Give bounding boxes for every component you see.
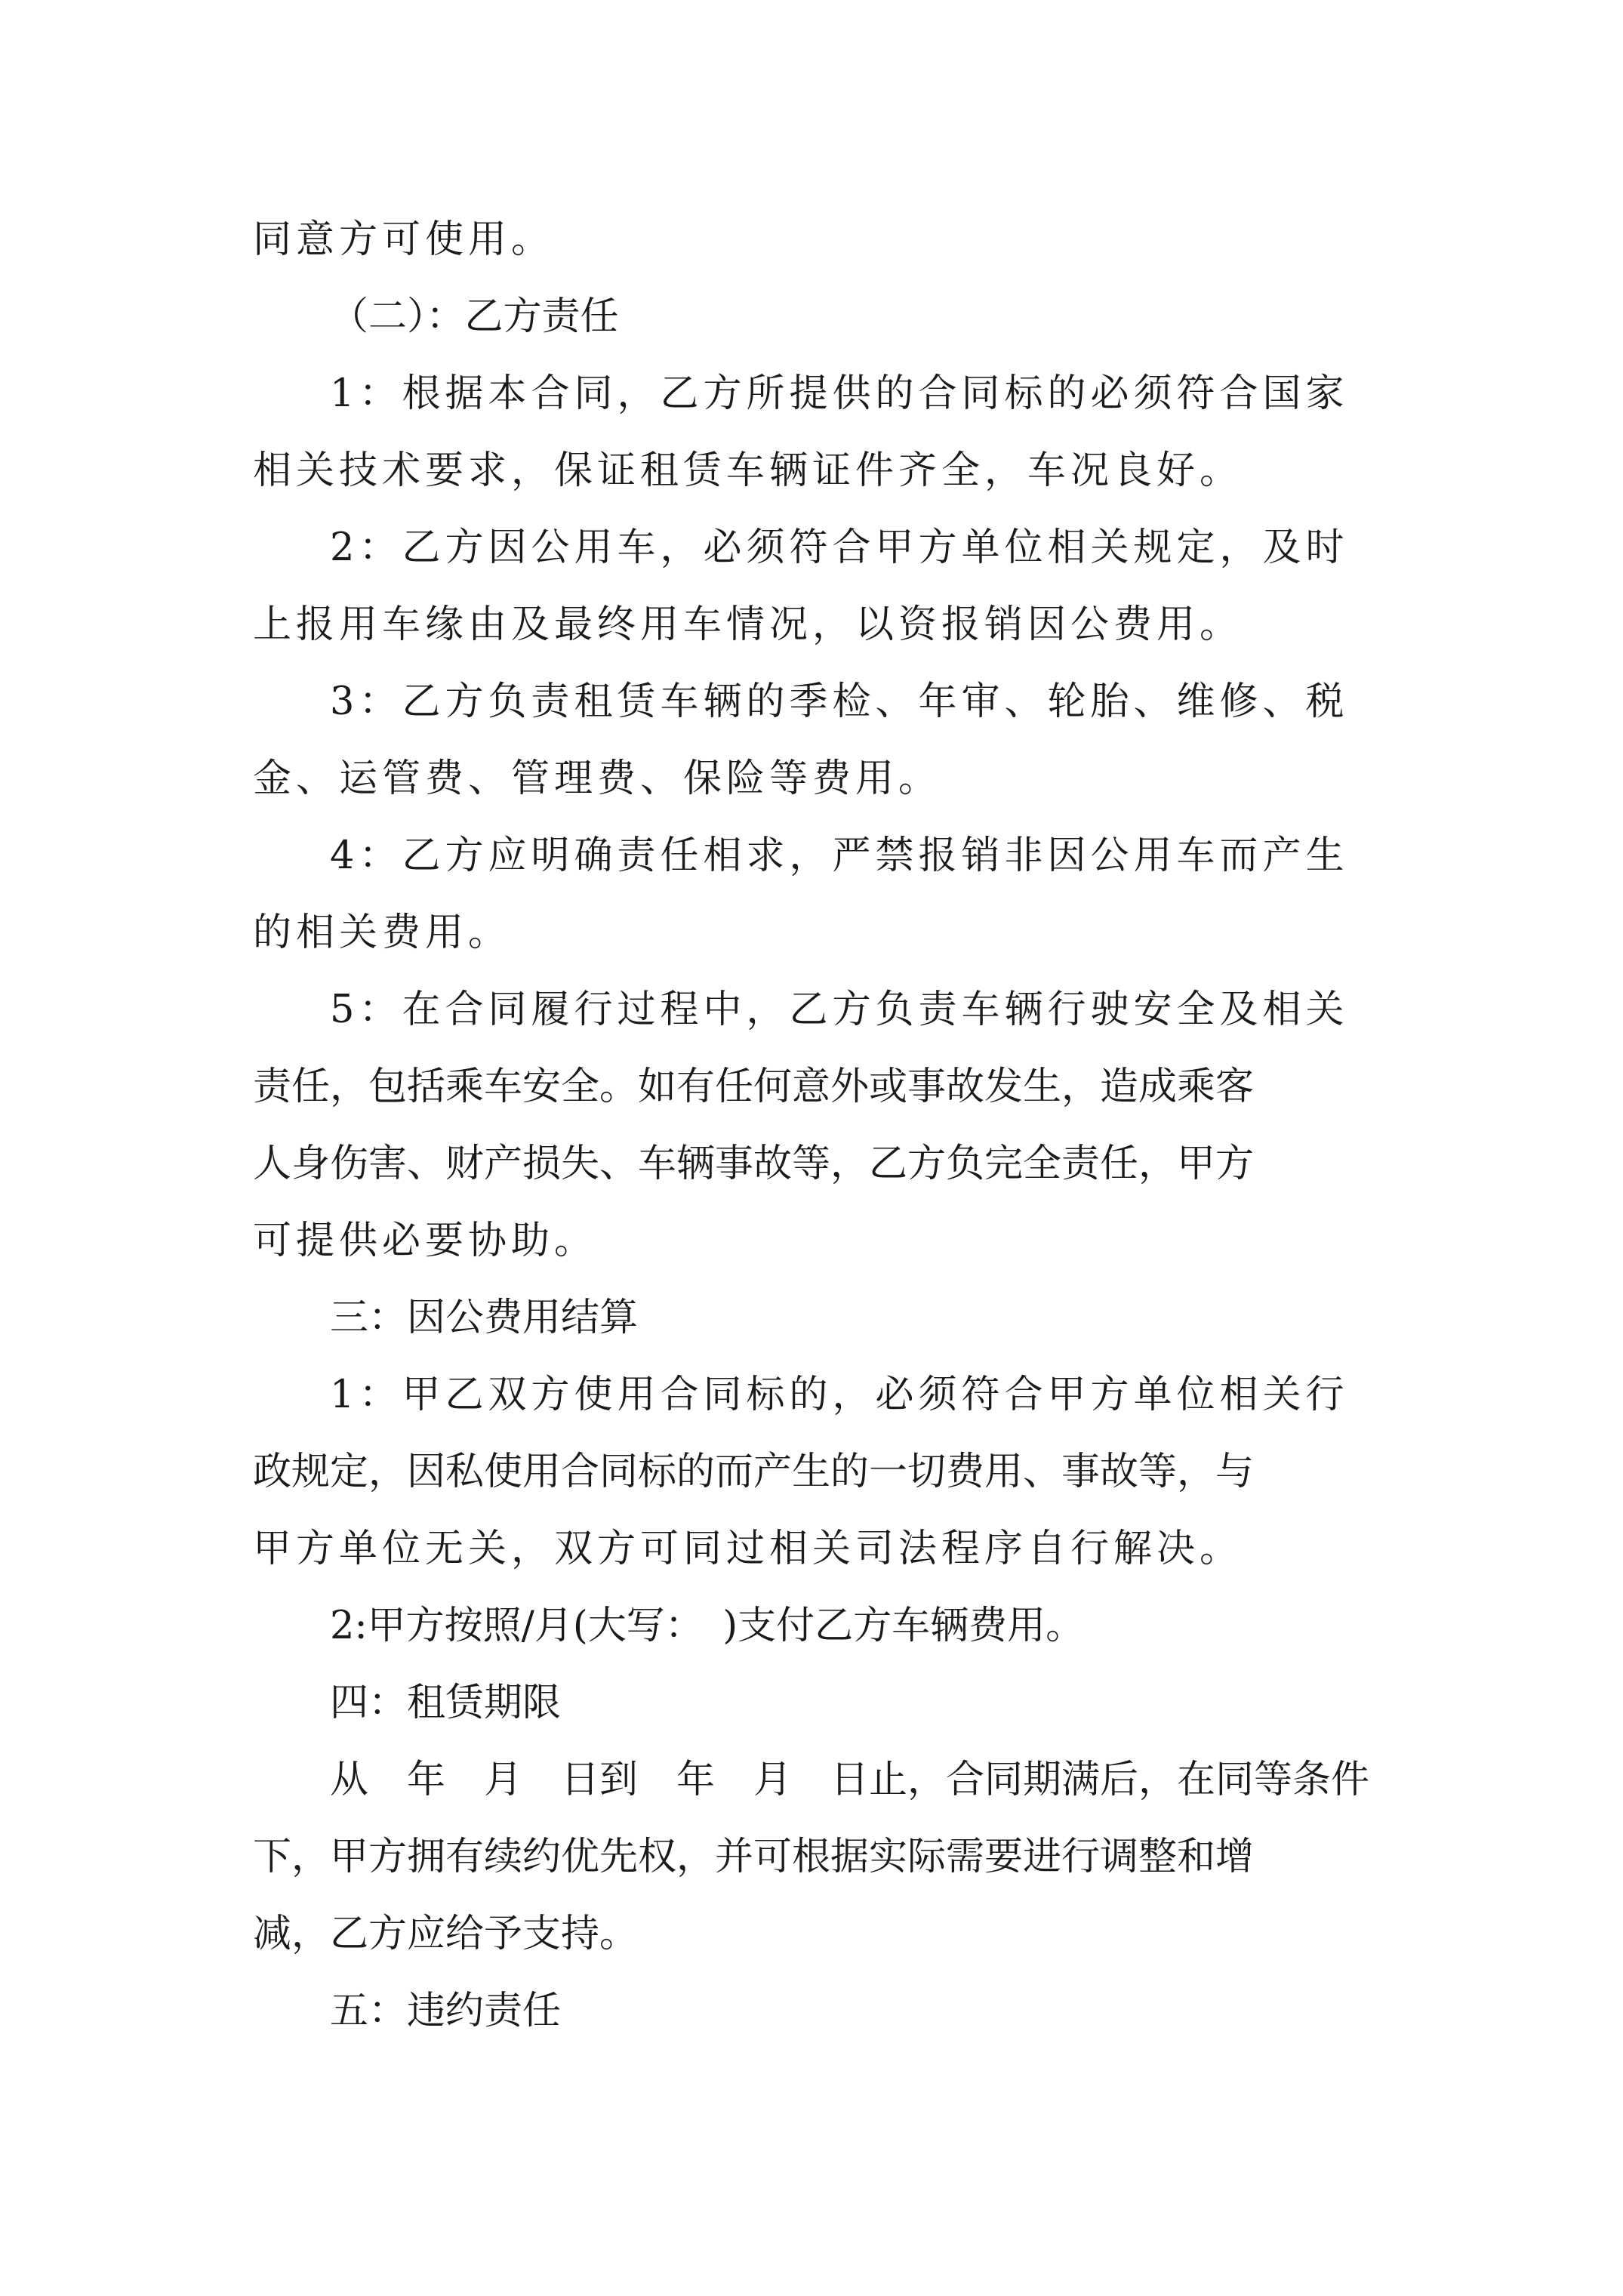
text-line: 5：在合同履行过程中，乙方负责车辆行驶安全及相关 [330,988,1349,1032]
text-line: 上报用车缘由及最终用车情况，以资报销因公费用。 [253,603,1243,647]
text-line: 1：甲乙双方使用合同标的，必须符合甲方单位相关行 [330,1373,1349,1417]
text-line: 可提供必要协助。 [253,1219,598,1263]
text-line: 2:甲方按照/月(大写： )支付乙方车辆费用。 [330,1604,1085,1648]
text-line: 的相关费用。 [253,911,512,955]
text-line: 人身伤害、财产损失、车辆事故等，乙方负完全责任，甲方 [253,1142,1255,1186]
text-line: 4：乙方应明确责任相求，严禁报销非因公用车而产生 [330,834,1349,878]
text-line: 政规定，因私使用合同标的而产生的一切费用、事故等，与 [253,1450,1255,1494]
text-line: 相关技术要求，保证租赁车辆证件齐全，车况良好。 [253,448,1243,493]
text-line: 同意方可使用。 [253,217,555,262]
text-line: 责任，包括乘车安全。如有任何意外或事故发生，造成乘客 [253,1065,1255,1109]
section-heading: 五：违约责任 [330,1989,562,2033]
text-line: 3：乙方负责租赁车辆的季检、年审、轮胎、维修、税 [330,680,1349,724]
text-line: 从 年 月 日到 年 月 日止，合同期满后，在同等条件 [330,1758,1370,1802]
text-line: 甲方单位无关，双方可同过相关司法程序自行解决。 [253,1527,1243,1571]
text-line: 1：根据本合同，乙方所提供的合同标的必须符合国家 [330,371,1349,416]
section-heading: （二）：乙方责任 [330,294,619,339]
section-heading: 四：租赁期限 [330,1681,562,1725]
text-line: 下，甲方拥有续约优先权，并可根据实际需要进行调整和增 [253,1835,1255,1879]
text-line: 减，乙方应给予支持。 [253,1912,639,1956]
section-heading: 三：因公费用结算 [330,1296,639,1340]
text-line: 2：乙方因公用车，必须符合甲方单位相关规定，及时 [330,525,1349,570]
text-line: 金、运管费、管理费、保险等费用。 [253,757,942,801]
